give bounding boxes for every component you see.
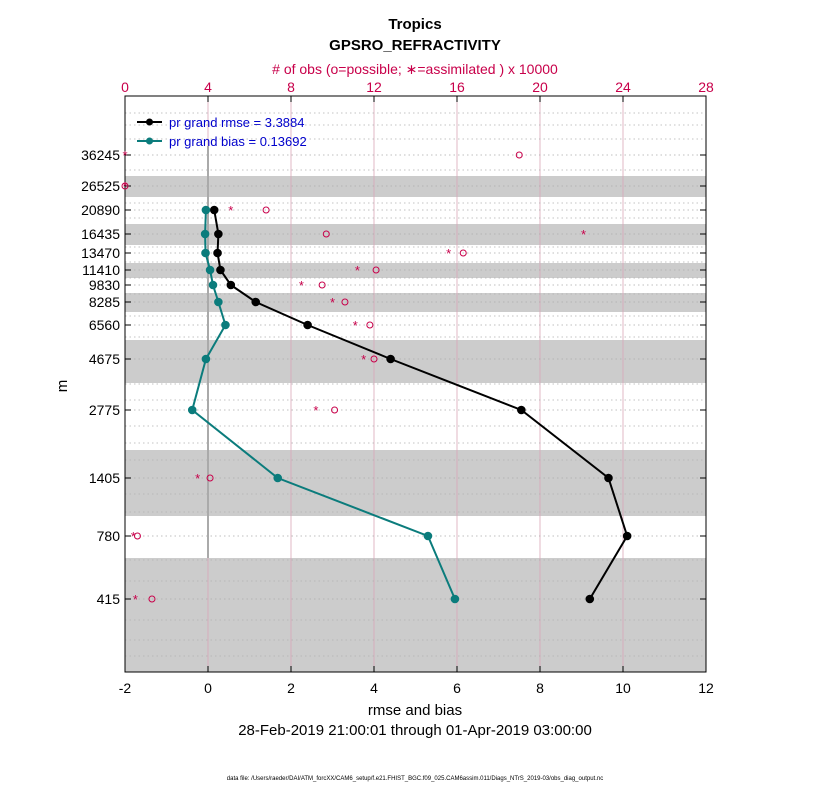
obs-assimilated-marker: * [298,278,304,293]
legend-bias-label: pr grand bias = 0.13692 [169,134,307,149]
x-axis-label: rmse and bias [367,702,463,719]
obs-possible-marker [367,322,373,328]
y-tick-label: 8285 [88,294,120,310]
y-tick-label: 1405 [88,470,120,486]
y-tick-label: 11410 [82,262,120,278]
top-tick-label: 28 [698,79,714,95]
obs-possible-marker [263,207,269,213]
bias-point [206,266,214,274]
obs-assimilated-marker: * [130,529,136,544]
bias-point [222,321,230,329]
obs-assimilated-marker: * [354,263,360,278]
top-tick-label: 8 [287,79,295,95]
rmse-point [586,595,594,603]
rmse-point [518,406,526,414]
x-tick-label: 12 [698,680,714,696]
rmse-point [605,474,613,482]
top-tick-label: 24 [615,79,631,95]
bias-point [202,249,210,257]
obs-assimilated-marker: * [228,203,234,218]
data-file-footer: data file: /Users/raeder/DAI/ATM_forcXX/CAM6_setup/f.e21.FHIST_BGC.f09_025.CAM6assim.011/Diags_NTrS_2019-03/obs_diag_output.nc [226,776,604,782]
shaded-band [125,450,706,516]
shaded-band [125,176,706,197]
top-axis-label: # of obs (o=possible; ∗=assimilated ) x 10000 [272,61,558,77]
obs-assimilated-marker: * [361,352,367,367]
legend-rmse-label: pr grand rmse = 3.3884 [169,115,305,130]
x-tick-label: -2 [118,680,132,696]
y-tick-label: 13470 [81,245,120,261]
bias-point [215,298,223,306]
obs-assimilated-marker: * [446,246,452,261]
rmse-point [210,206,218,214]
y-tick-label: 9830 [88,277,120,293]
bias-point [202,206,210,214]
obs-assimilated-marker: * [122,179,128,194]
obs-assimilated-marker: * [329,295,336,310]
bias-point [201,230,209,238]
date-range-label: 28-Feb-2019 21:00:01 through 01-Apr-2019 03:00:00 [238,722,592,739]
legend-marker [146,138,153,145]
x-tick-label: 2 [287,680,295,696]
rmse-point [252,298,260,306]
obs-assimilated-marker: * [581,227,587,242]
y-tick-label: 16435 [81,226,120,242]
bias-point [209,281,217,289]
shaded-band [125,558,706,672]
rmse-point [227,281,235,289]
bias-point [424,532,432,540]
top-tick-label: 4 [204,79,212,95]
rmse-point [215,230,223,238]
legend-marker [146,119,153,126]
shaded-band [125,293,706,312]
rmse-point [214,249,222,257]
y-tick-label: 26525 [81,178,120,194]
bias-point [202,355,210,363]
y-tick-label: 415 [96,591,120,607]
rmse-point [387,355,395,363]
y-axis-label: m [54,379,71,393]
y-tick-label: 6560 [88,317,120,333]
bias-point [274,474,282,482]
top-tick-label: 0 [121,79,129,95]
x-tick-label: 6 [453,680,461,696]
y-tick-label: 4675 [88,351,120,367]
top-tick-label: 16 [449,79,465,95]
x-tick-label: 10 [615,680,631,696]
top-tick-label: 20 [532,79,548,95]
y-tick-label: 20890 [81,202,120,218]
x-tick-label: 8 [536,680,544,696]
chart-subtitle: GPSRO_REFRACTIVITY [329,37,501,54]
chart-title: Tropics [388,16,442,33]
obs-assimilated-marker: * [352,318,358,333]
y-tick-label: 2775 [88,402,120,418]
obs-assimilated-marker: * [313,403,319,418]
rmse-point [623,532,631,540]
y-tick-label: 780 [96,528,120,544]
x-tick-label: 4 [370,680,378,696]
rmse-point [304,321,312,329]
rmse-point [217,266,225,274]
x-tick-label: 0 [204,680,212,696]
obs-assimilated-marker: * [195,471,201,486]
bias-point [188,406,196,414]
obs-assimilated-marker: * [132,592,138,607]
bias-point [451,595,459,603]
obs-assimilated-marker: * [122,148,128,163]
top-tick-label: 12 [366,79,382,95]
y-tick-label: 36245 [81,147,120,163]
shaded-band [125,224,706,245]
